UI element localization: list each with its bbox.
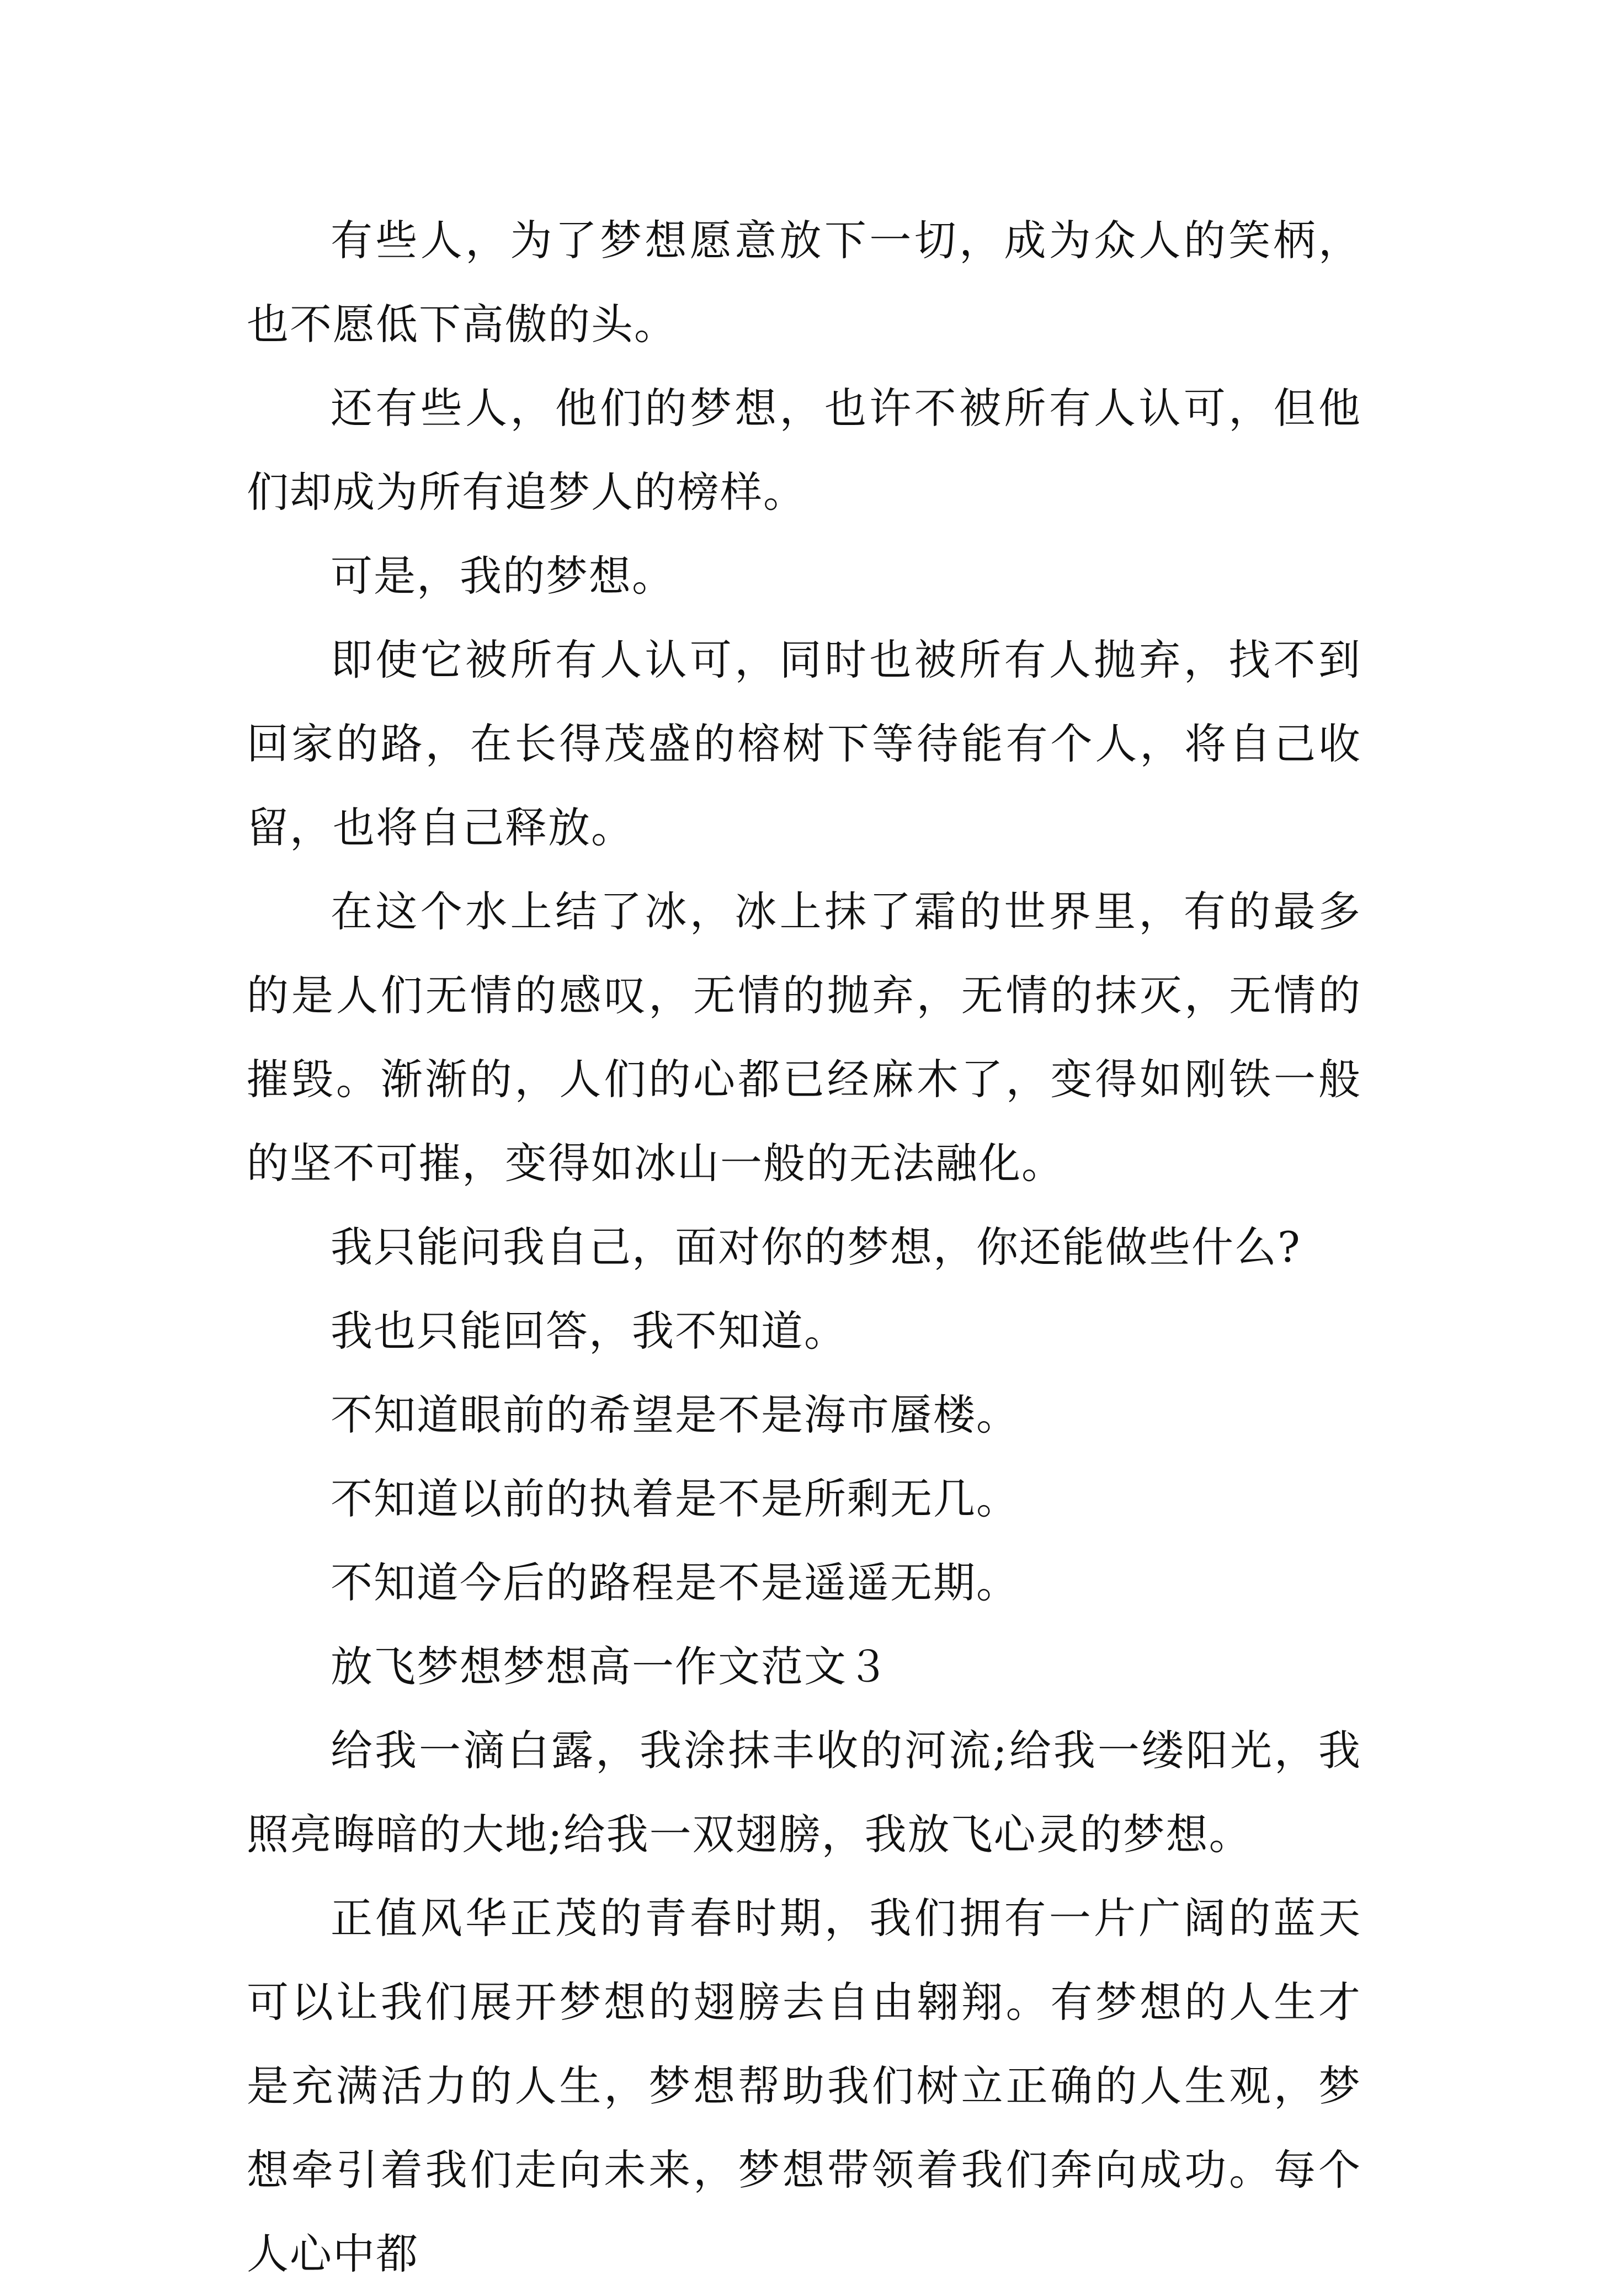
paragraph: 不知道以前的执着是不是所剩无几。 [331,1474,1019,1523]
paragraph: 正值风华正茂的青春时期，我们拥有一片广阔的蓝天可以让我们展开梦想的翅膀去自由翱翔。有梦想的人生才是充满活力的人生，梦想帮助我们树立正确的人生观，梦想牵引着我们走向未来，梦想带领着我们奔向成功。每个人心中都 [247,1894,1361,2278]
paragraph: 给我一滴白露，我涂抹丰收的河流;给我一缕阳光，我照亮晦暗的大地;给我一双翅膀，我放飞心灵的梦想。 [247,1726,1361,1859]
paragraph: 我只能问我自己，面对你的梦想，你还能做些什么? [331,1223,1301,1272]
paragraph: 在这个水上结了冰，冰上抹了霜的世界里，有的最多的是人们无情的感叹，无情的抛弃，无情的抹灭，无情的摧毁。渐渐的，人们的心都已经麻木了，变得如刚铁一般的坚不可摧，变得如冰山一般的无法融化。 [247,887,1361,1188]
paragraph: 还有些人，他们的梦想，也许不被所有人认可，但他们却成为所有追梦人的榜样。 [247,384,1361,517]
paragraph: 不知道今后的路程是不是遥遥无期。 [331,1558,1019,1607]
section-heading: 放飞梦想梦想高一作文范文３ [331,1642,890,1691]
paragraph: 有些人，为了梦想愿意放下一切，成为众人的笑柄，也不愿低下高傲的头。 [247,216,1361,349]
paragraph: 即使它被所有人认可，同时也被所有人抛弃，找不到回家的路，在长得茂盛的榕树下等待能有个人，将自己收留，也将自己释放。 [247,635,1361,852]
document-body [247,199,1361,2296]
paragraph: 不知道眼前的希望是不是海市蜃楼。 [331,1390,1019,1439]
paragraph: 我也只能回答，我不知道。 [331,1306,847,1356]
paragraph: 可是，我的梦想。 [331,551,675,600]
